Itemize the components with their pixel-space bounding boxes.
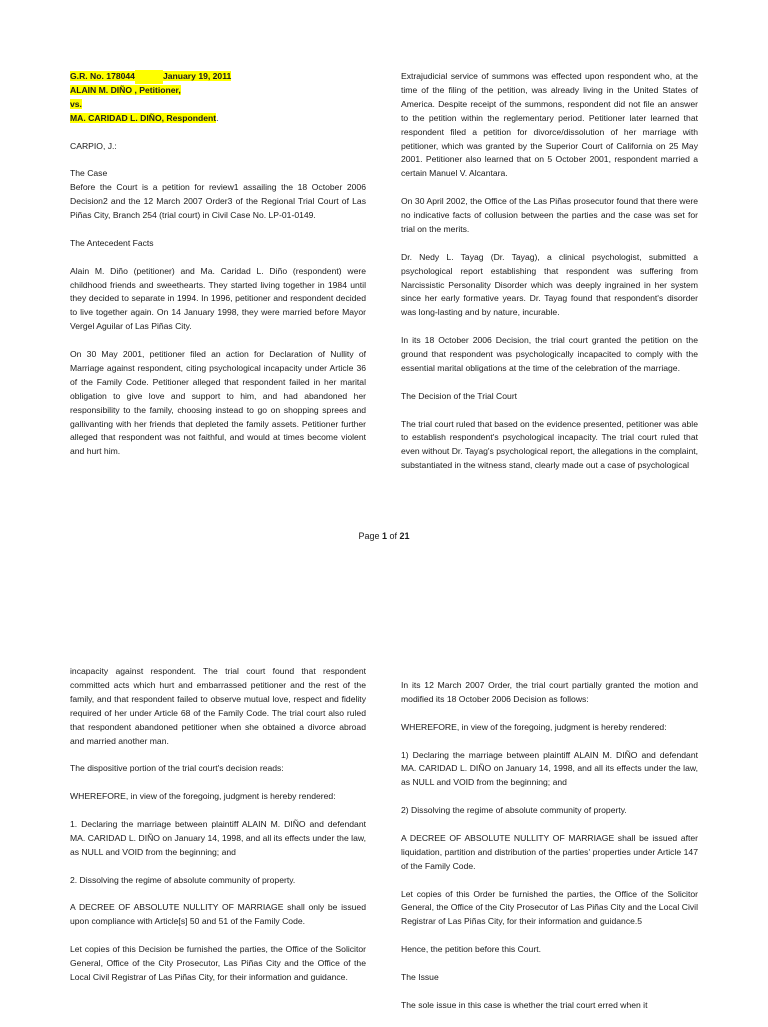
page-gap	[0, 552, 768, 652]
page1-left-column	[70, 70, 366, 473]
case-paragraph: Before the Court is a petition for review1 assailing the 18 October 2006 Decision2 and the 12 March 2007 Order3 of the Regional Trial Court of Las Piñas City, Branch 254 (trial court) in Civil Case No. LP-01-0149.	[70, 182, 366, 221]
copies-paragraph-2: Let copies of this Order be furnished the parties, the Office of the Solicitor General, the Office of the City Prosecutor of Las Piñas City and the Local Civil Registrar of Las Piñas City, for their information and guidance.5	[401, 888, 698, 927]
decree-paragraph-2: A DECREE OF ABSOLUTE NULLITY OF MARRIAGE shall be issued after liquidation, partition and distribution of the parties' properties under Article 147 of the Family Code.	[401, 832, 698, 871]
page1-right-column	[401, 70, 698, 487]
page-total: 21	[399, 531, 410, 541]
case-header: G.R. No. 178044 January 19, 2011 ALAIN M. DIÑO , Petitioner, vs. MA. CARIDAD L. DIÑO, Respondent.	[70, 71, 232, 123]
antecedent-paragraph-1: Alain M. Diño (petitioner) and Ma. Caridad L. Diño (respondent) were childhood friends and sweethearts. They started living together in 1984 until they decided to separate in 1994. In 1996, petitioner and respondent decided to live together again. On 14 January 1998, they were married before Mayor Vergel Aguilar of Las Piñas City.	[70, 265, 366, 332]
copies-paragraph: Let copies of this Decision be furnished the parties, the Office of the Solicitor General, Office of the City Prosecutor, Las Piñas City and the Office of the Local Civil Registrar of Las Piñas City, for their information and guidance.	[70, 944, 366, 982]
trial-court-ruling-paragraph: The trial court ruled that based on the evidence presented, petitioner was able to establish respondent's psychological incapacity. The trial court ruled that even without Dr. Tayag's psychological report, the allegations in the complaint, substantiated in the witness stand, clearly made out a case of psychological	[401, 418, 698, 471]
decision-summary-paragraph: In its 18 October 2006 Decision, the trial court granted the petition on the ground that respondent was psychologically incapacited to comply with the essential marital obligations at the time of the celebration of the marriage.	[401, 335, 698, 373]
prosecutor-paragraph: On 30 April 2002, the Office of the Las Piñas prosecutor found that there were no indicative facts of collusion between the parties and the case was set for trial on the merits.	[401, 196, 698, 234]
summons-paragraph: Extrajudicial service of summons was effected upon respondent who, at the time of the filing of the petition, was already living in the United States of America. Despite receipt of the summons, respondent did not file an answer to the petition within the reglementary period. Petitioner later learned that respondent filed a petition for divorce/dissolution of her marriage with petitioner, which was granted by the Superior Court of California on 25 May 2001. Petitioner also learned that on 5 October 2001, respondent married a certain Manuel V. Alcantara.	[401, 71, 698, 179]
section-heading-antecedent: The Antecedent Facts	[70, 237, 154, 248]
section-heading-case: The Case	[70, 168, 108, 179]
petitioner-name: ALAIN M. DIÑO , Petitioner,	[70, 84, 181, 95]
page-footer: Page 1 of 21	[358, 531, 410, 541]
declaring-paragraph-2: 1) Declaring the marriage between plaintiff ALAIN M. DIÑO and defendant MA. CARIDAD L. DIÑO on January 14, 1998, and all its effects under the law, as NULL and VOID from the beginning; and	[401, 749, 698, 788]
issue-paragraph: The sole issue in this case is whether the trial court erred when it	[401, 999, 648, 1010]
dissolving-paragraph: 2. Dissolving the regime of absolute community of property.	[70, 874, 296, 885]
section-heading-decision: The Decision of the Trial Court	[401, 390, 518, 401]
section-heading-issue: The Issue	[401, 971, 439, 982]
page-number: 1	[381, 531, 387, 541]
wherefore-paragraph-2: WHEREFORE, in view of the foregoing, judgment is hereby rendered:	[401, 721, 667, 732]
respondent-name: MA. CARIDAD L. DIÑO, Respondent	[70, 112, 217, 123]
order-paragraph: In its 12 March 2007 Order, the trial court partially granted the motion and modified its 18 October 2006 Decision as follows:	[401, 680, 698, 704]
psychologist-paragraph: Dr. Nedy L. Tayag (Dr. Tayag), a clinical psychologist, submitted a psychological report establishing that respondent was suffering from Narcissistic Personality Disorder which was deeply ingrained in her system since her early formative years. Dr. Tayag found that respondent's disorder was long-lasting and by nature, incurable.	[401, 251, 698, 318]
dissolving-paragraph-2: 2) Dissolving the regime of absolute community of property.	[401, 805, 627, 816]
versus-label: vs.	[70, 98, 82, 109]
decree-paragraph: A DECREE OF ABSOLUTE NULLITY OF MARRIAGE shall only be issued upon compliance with Article[s] 50 and 51 of the Family Code.	[70, 902, 366, 927]
case-date: January 19, 2011	[162, 71, 232, 81]
incapacity-paragraph: incapacity against respondent. The trial court found that respondent committed acts which hurt and embarrassed petitioner and the rest of the family, and that respondent failed to observe mutual love, respect and fidelity required of her under Article 68 of the Family Code. The trial court also ruled that respondent abandoned petitioner when she obtained a divorce abroad and married another man.	[70, 666, 366, 746]
judge-name: CARPIO, J.:	[70, 140, 117, 151]
hence-paragraph: Hence, the petition before this Court.	[401, 944, 541, 955]
page2-right-column	[401, 679, 698, 1027]
gr-number: G.R. No. 178044	[70, 71, 135, 81]
declaring-paragraph: 1. Declaring the marriage between plaintiff ALAIN M. DIÑO and defendant MA. CARIDAD L. DIÑO on January 14, 1998, and all its effects under the law, as NULL and VOID from the beginning; and	[70, 818, 366, 857]
wherefore-paragraph: WHEREFORE, in view of the foregoing, judgment is hereby rendered:	[70, 791, 336, 802]
page2-left-column	[70, 665, 366, 999]
dispositive-intro: The dispositive portion of the trial court's decision reads:	[70, 763, 284, 774]
document-page-2	[0, 652, 768, 1024]
antecedent-paragraph-2: On 30 May 2001, petitioner filed an action for Declaration of Nullity of Marriage against respondent, citing psychological incapacity under Article 36 of the Family Code. Petitioner alleged that respondent failed in her marital obligation to give love and support to him, and had abandoned her responsibility to the family, choosing instead to go on shopping sprees and gallivanting with her friends that depleted the family assets. Petitioner further alleged that respondent was not faithful, and would at times become violent and hurt him.	[70, 349, 366, 457]
